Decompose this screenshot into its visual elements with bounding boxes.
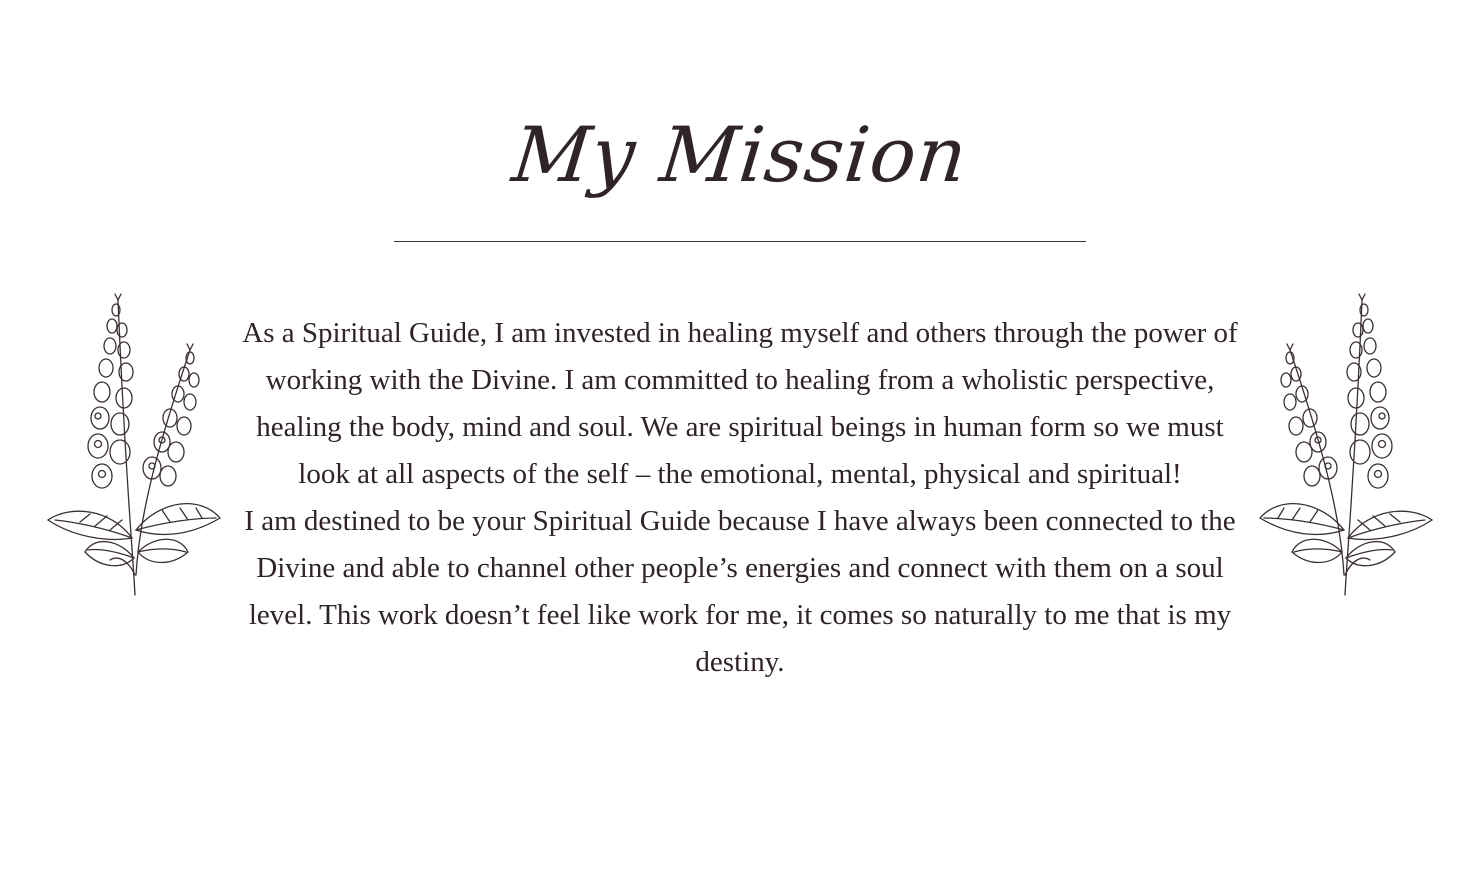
page-title: My Mission: [508, 110, 972, 199]
foxglove-illustration-right: [1250, 290, 1440, 610]
foxglove-illustration-left: [40, 290, 230, 610]
mission-paragraph-2: I am destined to be your Spiritual Guide because I have always been connected to the Divine and able to channel other people’s energies and connect with them on a soul level. This work doesn’t feel like work for me, it comes so naturally to me that is my destiny.: [244, 505, 1236, 678]
foxglove-flower-icon: [40, 290, 230, 610]
title-divider: [394, 241, 1086, 242]
mission-body: [240, 310, 1240, 686]
mission-paragraph-1: As a Spiritual Guide, I am invested in healing myself and others through the power of working with the Divine. I am committed to healing from a wholistic perspective, healing the body, mind and soul. We are spiritual beings in human form so we must look at all aspects of the self – the emotional, mental, physical and spiritual!: [242, 317, 1238, 490]
foxglove-flower-icon: [1250, 290, 1440, 610]
